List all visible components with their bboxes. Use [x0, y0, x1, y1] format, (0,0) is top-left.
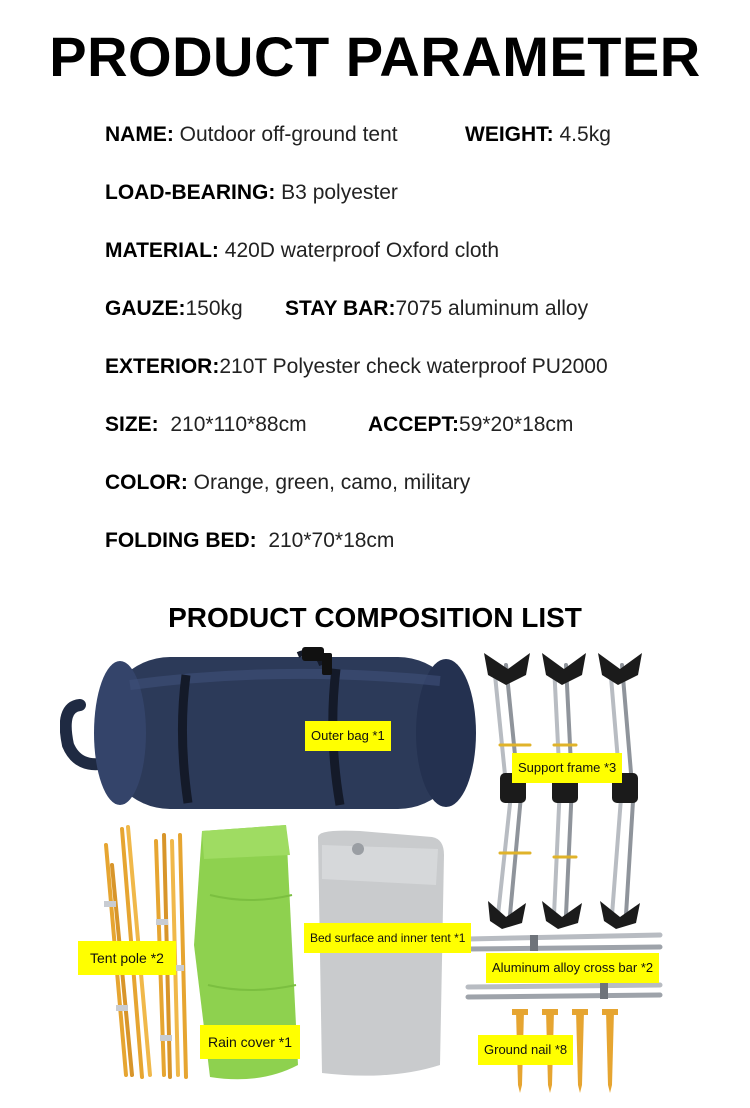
page-title: PRODUCT PARAMETER — [49, 25, 701, 88]
parameter-value: 150kg — [185, 297, 243, 320]
parameter-value: B3 polyester — [281, 181, 398, 204]
bed-surface-picture — [318, 831, 444, 1076]
parameter-value: Outdoor off-ground tent — [179, 123, 398, 146]
product-photo — [60, 645, 690, 1095]
parameter-row — [105, 176, 398, 210]
parameter-weight — [465, 118, 611, 152]
parameter-value: Orange, green, camo, military — [193, 471, 471, 494]
parameter-label: STAY BAR: — [285, 297, 396, 320]
support-frame-label: Support frame *3 — [512, 753, 622, 783]
parameter-row — [105, 292, 589, 326]
parameter-row — [105, 524, 394, 558]
parameter-accept — [368, 408, 573, 442]
outer-bag-label: Outer bag *1 — [305, 721, 391, 751]
parameter-value: 4.5kg — [559, 123, 611, 146]
parameter-row — [105, 408, 574, 442]
parameter-label: WEIGHT: — [465, 123, 554, 146]
parameter-row — [105, 234, 499, 268]
parameter-folding-bed — [105, 524, 394, 558]
parameter-load-bearing — [105, 176, 398, 210]
parameter-value: 59*20*18cm — [459, 413, 574, 436]
parameter-row — [105, 466, 470, 500]
cross-bar-label: Aluminum alloy cross bar *2 — [486, 953, 659, 983]
bed-surface-label: Bed surface and inner tent *1 — [304, 923, 471, 953]
support-frame-picture — [484, 653, 642, 929]
composition-image — [60, 645, 690, 1095]
outer-bag-picture — [66, 647, 476, 809]
parameter-stay-bar — [285, 292, 588, 326]
parameter-label: SIZE: — [105, 413, 159, 436]
parameter-material — [105, 234, 499, 268]
parameter-color — [105, 466, 470, 500]
parameter-value: 210*70*18cm — [268, 529, 395, 552]
parameter-label: LOAD-BEARING: — [105, 181, 276, 204]
parameter-row — [105, 350, 608, 384]
parameter-label: ACCEPT: — [368, 413, 460, 436]
ground-nail-label: Ground nail *8 — [478, 1035, 573, 1065]
parameter-value: 210*110*88cm — [170, 413, 307, 436]
parameter-exterior — [105, 350, 608, 384]
tent-pole-label: Tent pole *2 — [78, 941, 176, 975]
parameter-value: 420D waterproof Oxford cloth — [224, 239, 500, 262]
parameter-label: FOLDING BED: — [105, 529, 257, 552]
parameter-label: COLOR: — [105, 471, 188, 494]
parameter-label: GAUZE: — [105, 297, 186, 320]
composition-title: PRODUCT COMPOSITION LIST — [168, 602, 582, 633]
parameter-value: 210T Polyester check waterproof PU2000 — [219, 355, 608, 378]
parameter-name — [105, 118, 398, 152]
rain-cover-label: Rain cover *1 — [200, 1025, 300, 1059]
parameter-row — [105, 118, 611, 152]
parameter-label: EXTERIOR: — [105, 355, 220, 378]
parameter-label: NAME: — [105, 123, 174, 146]
parameter-size — [105, 408, 307, 442]
parameter-value: 7075 aluminum alloy — [395, 297, 589, 320]
parameter-label: MATERIAL: — [105, 239, 219, 262]
parameter-gauze — [105, 292, 243, 326]
